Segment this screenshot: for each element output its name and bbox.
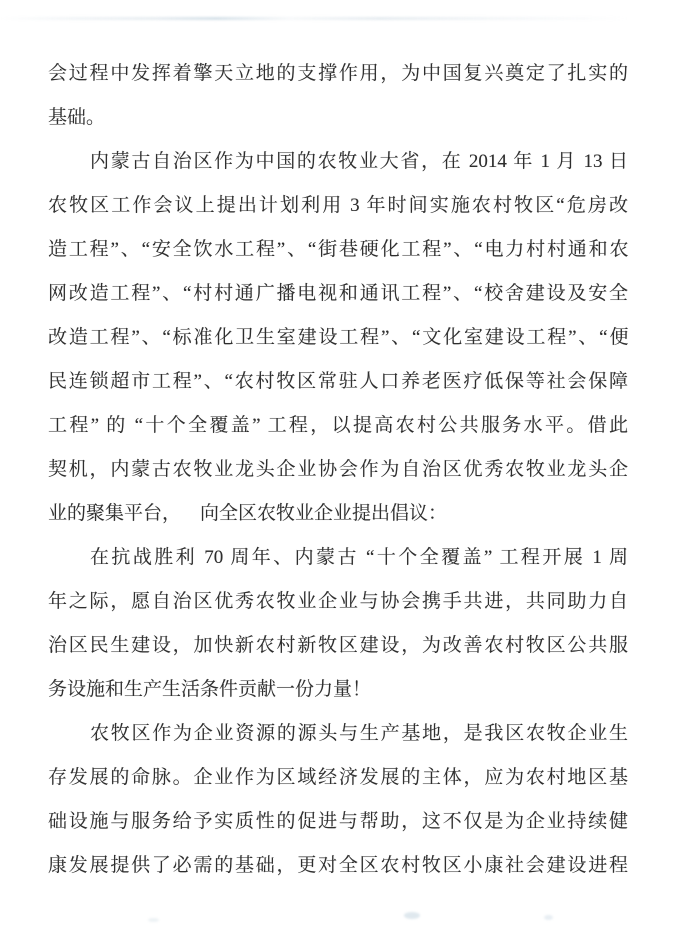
doc-line: 存发展的命脉。企业作为区域经济发展的主体，应为农村地区基 [48,767,628,788]
doc-line: 农牧区作为企业资源的源头与生产基地，是我区农牧企业生 [90,723,628,744]
scan-artifact-top-streak [0,17,655,20]
scan-artifact-smudge [404,912,420,919]
doc-line: 内蒙古自治区作为中国的农牧业大省，在 2014 年 1 月 13 日 [90,151,628,172]
doc-line: 工程” 的 “十个全覆盖” 工程，以提高农村公共服务水平。借此 [48,415,628,436]
doc-line: 务设施和生产生活条件贡献一份力量！ [48,679,372,700]
doc-line: 造工程”、“安全饮水工程”、“街巷硬化工程”、“电力村村通和农 [48,239,628,260]
doc-line: 改造工程”、“标准化卫生室建设工程”、“文化室建设工程”、“便 [48,327,628,348]
doc-line: 础设施与服务给予实质性的促进与帮助，这不仅是为企业持续健 [48,811,628,832]
doc-line: 会过程中发挥着擎天立地的支撑作用，为中国复兴奠定了扎实的 [48,63,628,84]
document-text-block [48,52,628,888]
doc-line: 业的聚集平台， 向全区农牧业企业提出倡议： [48,503,448,524]
doc-line: 康发展提供了必需的基础，更对全区农村牧区小康社会建设进程 [48,855,628,876]
doc-line: 基础。 [48,107,106,128]
doc-line: 年之际，愿自治区优秀农牧业企业与协会携手共进，共同助力自 [48,591,628,612]
scan-artifact-smudge [544,915,553,920]
doc-line: 契机，内蒙古农牧业龙头企业协会作为自治区优秀农牧业龙头企 [48,459,628,480]
doc-line: 民连锁超市工程”、“农村牧区常驻人口养老医疗低保等社会保障 [48,371,628,392]
doc-line: 治区民生建设，加快新农村新牧区建设，为改善农村牧区公共服 [48,635,628,656]
doc-line: 在抗战胜利 70 周年、内蒙古 “十个全覆盖” 工程开展 1 周 [90,547,628,568]
doc-line: 农牧区工作会议上提出计划利用 3 年时间实施农村牧区“危房改 [48,195,628,216]
scan-artifact-smudge [148,918,159,922]
doc-line: 网改造工程”、“村村通广播电视和通讯工程”、“校舍建设及安全 [48,283,628,304]
